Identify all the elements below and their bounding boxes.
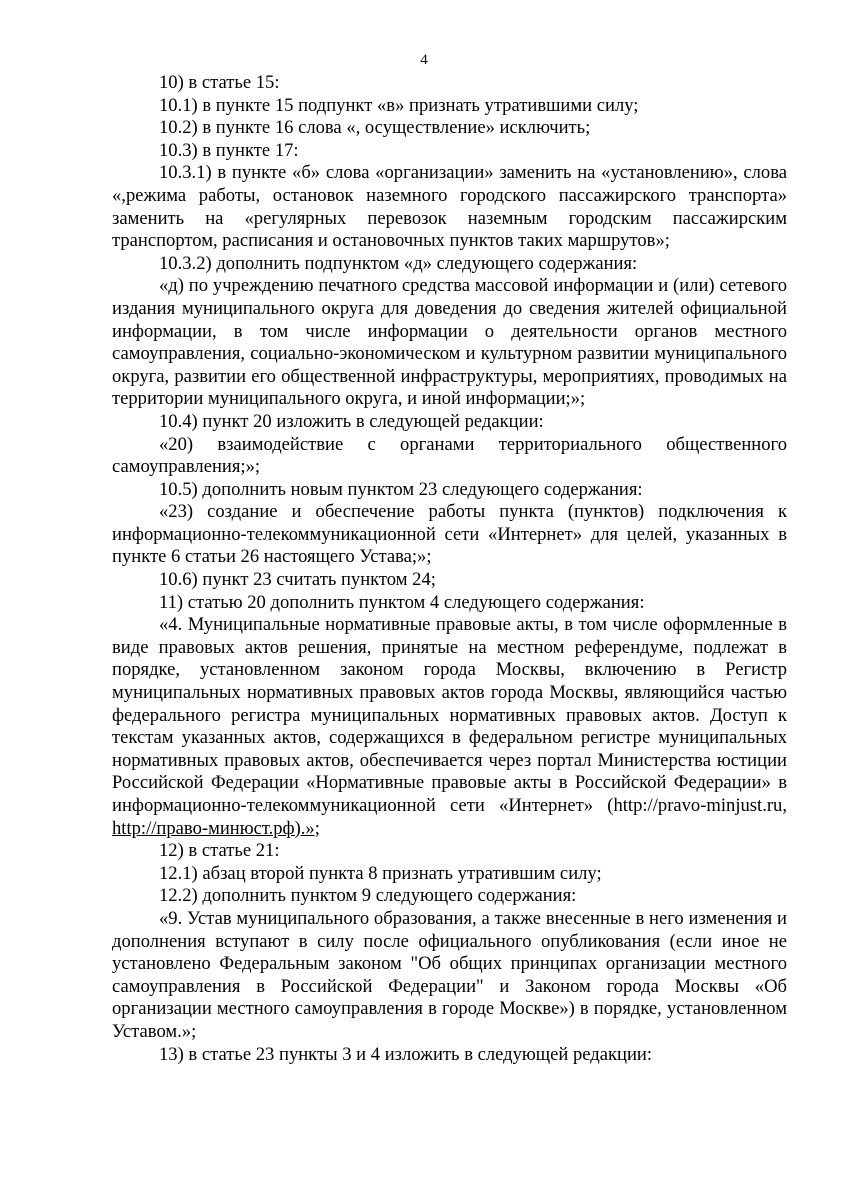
paragraph: 12.1) абзац второй пункта 8 признать утратившим силу; bbox=[159, 862, 602, 884]
paragraph-with-link bbox=[112, 614, 787, 840]
paragraph: 13) в статье 23 пункты 3 и 4 изложить в следующей редакции: bbox=[159, 1043, 653, 1065]
paragraph: 10.3) в пункте 17: bbox=[159, 139, 299, 161]
paragraph: 11) статью 20 дополнить пунктом 4 следующего содержания: bbox=[159, 591, 645, 613]
paragraph: 10.2) в пункте 16 слова «, осуществление» исключить; bbox=[159, 117, 591, 139]
page-number: 4 bbox=[420, 52, 428, 68]
paragraph: 10.3.2) дополнить подпунктом «д» следующего содержания: bbox=[159, 252, 638, 274]
paragraph: 10.3.1) в пункте «б» слова «организации» заменить на «установлению», слова «,режима работы, остановок наземного городского пассажирского транспорта» заменить на «регулярных перевозок наземным городским пассажирским транспортом, расписания и остановочных пунктов таких маршрутов»; bbox=[112, 162, 787, 252]
pravo-minjust-link[interactable]: http://право-минюст.рф).»; bbox=[112, 817, 320, 839]
paragraph: 12) в статье 21: bbox=[159, 840, 280, 862]
paragraph: 10.5) дополнить новым пунктом 23 следующего содержания: bbox=[159, 478, 643, 500]
paragraph: 10.6) пункт 23 считать пунктом 24; bbox=[159, 569, 436, 591]
paragraph: 10.4) пункт 20 изложить в следующей редакции: bbox=[159, 410, 544, 432]
paragraph: 10) в статье 15: bbox=[159, 72, 280, 93]
paragraph: «9. Устав муниципального образования, а также внесенные в него изменения и дополнения вступают в силу после официального опубликования (если иное не установлено Федеральным законом "Об общих принципах организации местного самоуправления в Российской Федерации" и Законом города Москвы «Об организации местного самоуправления в городе Москве») в порядке, установленном Уставом.»; bbox=[112, 907, 787, 1042]
paragraph: «д) по учреждению печатного средства массовой информации и (или) сетевого издания муниципального округа для доведения до сведения жителей официальной информации, в том числе информации о деятельности органов местного самоуправления, социально-экономическом и культурном развитии муниципального округа, развитии его общественной инфраструктуры, мероприятиях, проводимых на территории муниципального округа, и иной информации;»; bbox=[112, 275, 787, 410]
paragraph-text: «4. Муниципальные нормативные правовые акты, в том числе оформленные в виде правовых актов решения, принятые на местном референдуме, подлежат в порядке, установленном законом города Москвы, включению в Регистр муниципальных нормативных правовых актов города Москвы, являющийся частью федерального регистра муниципальных нормативных правовых актов. Доступ к текстам указанных актов, содержащихся в федеральном регистре муниципальных нормативных правовых актов, обеспечивается через портал Министерства юстиции Российской Федерации «Нормативные правовые акты в Российской Федерации» в информационно-телекоммуникационной сети «Интернет» (http://pravo-minjust.ru, bbox=[112, 614, 787, 816]
paragraph: «23) создание и обеспечение работы пункта (пунктов) подключения к информационно-телекоммуникационной сети «Интернет» для целей, указанных в пункте 6 статьи 26 настоящего Устава;»; bbox=[112, 501, 787, 568]
document-body bbox=[112, 72, 787, 1066]
paragraph: 12.2) дополнить пунктом 9 следующего содержания: bbox=[159, 885, 577, 907]
paragraph: 10.1) в пункте 15 подпункт «в» признать утратившими силу; bbox=[159, 94, 639, 116]
paragraph: «20) взаимодействие с органами территориального общественного самоуправления;»; bbox=[112, 433, 787, 478]
